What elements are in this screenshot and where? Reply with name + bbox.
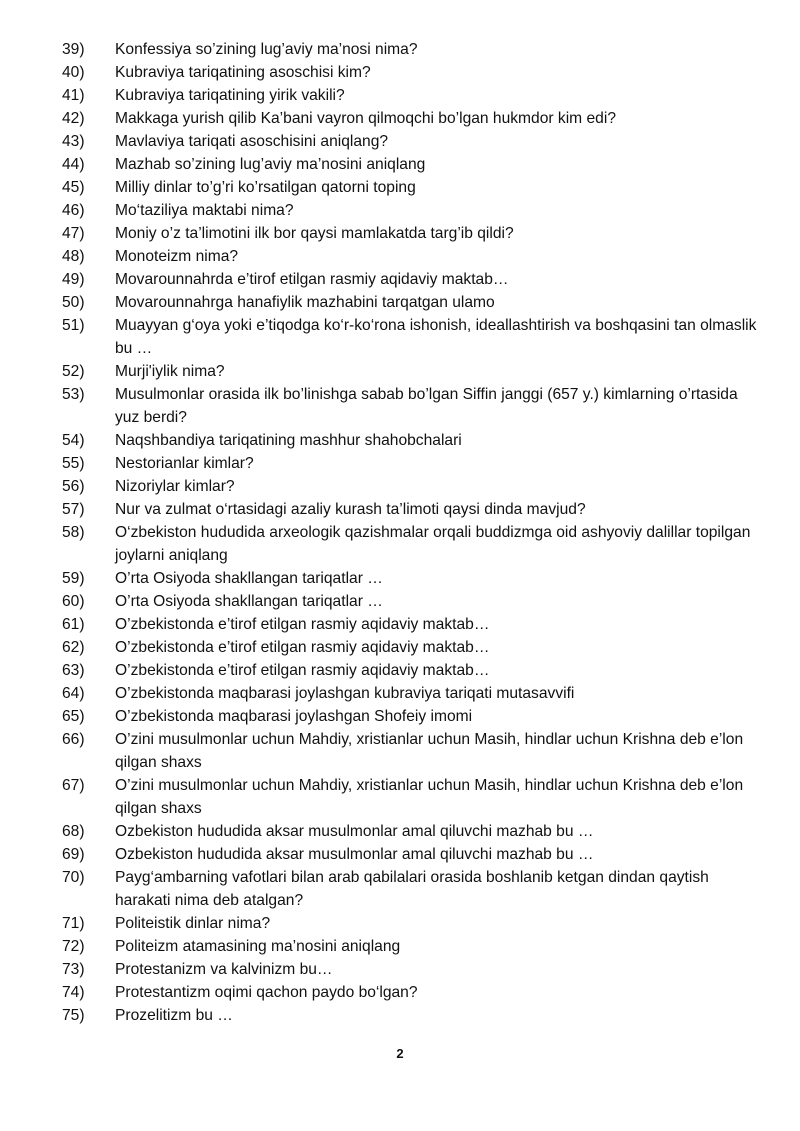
question-number: 47) xyxy=(62,225,85,242)
question-item xyxy=(62,429,762,452)
question-text: Ozbekiston hududida aksar musulmonlar amal qiluvchi mazhab bu … xyxy=(115,823,594,840)
question-item xyxy=(62,199,762,222)
question-number: 68) xyxy=(62,823,85,840)
question-number: 58) xyxy=(62,524,85,541)
question-number: 44) xyxy=(62,156,85,173)
question-number: 75) xyxy=(62,1007,85,1024)
question-text: Konfessiya so’zining lug’aviy ma’nosi nima? xyxy=(115,41,418,58)
question-item xyxy=(62,475,762,498)
question-number: 46) xyxy=(62,202,85,219)
question-text: Milliy dinlar to’g’ri ko’rsatilgan qatorni toping xyxy=(115,179,416,196)
question-number: 55) xyxy=(62,455,85,472)
question-text: O’rta Osiyoda shakllangan tariqatlar … xyxy=(115,570,383,587)
question-text: O’zbekistonda maqbarasi joylashgan Shofeiy imomi xyxy=(115,708,473,725)
question-text: O’zini musulmonlar uchun Mahdiy, xristianlar uchun Masih, hindlar uchun Krishna deb e’lon qilgan shaxs xyxy=(115,777,744,817)
question-item xyxy=(62,521,762,567)
question-list xyxy=(62,38,762,1027)
question-text: Muayyan g‘oya yoki e’tiqodga ko‘r-ko‘rona ishonish, ideallashtirish va boshqasini tan olmaslik bu … xyxy=(115,317,757,357)
question-item xyxy=(62,452,762,475)
question-text: Makkaga yurish qilib Ka’bani vayron qilmoqchi bo’lgan hukmdor kim edi? xyxy=(115,110,616,127)
question-number: 53) xyxy=(62,386,85,403)
question-number: 70) xyxy=(62,869,85,886)
question-number: 54) xyxy=(62,432,85,449)
question-text: Monoteizm nima? xyxy=(115,248,239,265)
question-item xyxy=(62,636,762,659)
question-text: O’zbekistonda e’tirof etilgan rasmiy aqidaviy maktab… xyxy=(115,616,490,633)
question-text: Musulmonlar orasida ilk bo’linishga sabab bo’lgan Siffin janggi (657 y.) kimlarning o’rtasida yuz berdi? xyxy=(115,386,738,426)
question-item xyxy=(62,314,762,360)
question-number: 66) xyxy=(62,731,85,748)
question-item xyxy=(62,268,762,291)
question-text: Ozbekiston hududida aksar musulmonlar amal qiluvchi mazhab bu … xyxy=(115,846,594,863)
question-item xyxy=(62,383,762,429)
question-item xyxy=(62,613,762,636)
page-number: 2 xyxy=(396,1046,404,1061)
question-item xyxy=(62,176,762,199)
question-text: O’zini musulmonlar uchun Mahdiy, xristianlar uchun Masih, hindlar uchun Krishna deb e’lon qilgan shaxs xyxy=(115,731,744,771)
question-text: Nestorianlar kimlar? xyxy=(115,455,254,472)
question-item xyxy=(62,866,762,912)
question-item xyxy=(62,107,762,130)
question-item xyxy=(62,498,762,521)
question-number: 67) xyxy=(62,777,85,794)
question-number: 48) xyxy=(62,248,85,265)
question-item xyxy=(62,705,762,728)
question-item xyxy=(62,958,762,981)
question-item xyxy=(62,360,762,383)
question-number: 57) xyxy=(62,501,85,518)
question-number: 50) xyxy=(62,294,85,311)
question-number: 49) xyxy=(62,271,85,288)
question-number: 52) xyxy=(62,363,85,380)
question-item xyxy=(62,912,762,935)
question-text: Politeistik dinlar nima? xyxy=(115,915,271,932)
question-number: 42) xyxy=(62,110,85,127)
question-number: 63) xyxy=(62,662,85,679)
question-item xyxy=(62,1004,762,1027)
question-number: 74) xyxy=(62,984,85,1001)
question-number: 40) xyxy=(62,64,85,81)
question-text: Kubraviya tariqatining asoschisi kim? xyxy=(115,64,371,81)
question-text: Kubraviya tariqatining yirik vakili? xyxy=(115,87,345,104)
question-text: Mo‘taziliya maktabi nima? xyxy=(115,202,294,219)
question-text: Mavlaviya tariqati asoschisini aniqlang? xyxy=(115,133,389,150)
question-number: 51) xyxy=(62,317,85,334)
question-item xyxy=(62,774,762,820)
question-text: Murji'iylik nima? xyxy=(115,363,225,380)
question-item xyxy=(62,820,762,843)
question-item xyxy=(62,153,762,176)
question-number: 73) xyxy=(62,961,85,978)
question-text: O’zbekistonda e’tirof etilgan rasmiy aqidaviy maktab… xyxy=(115,662,490,679)
question-number: 59) xyxy=(62,570,85,587)
question-text: O’zbekistonda maqbarasi joylashgan kubraviya tariqati mutasavvifi xyxy=(115,685,575,702)
question-number: 62) xyxy=(62,639,85,656)
question-text: Nizoriylar kimlar? xyxy=(115,478,235,495)
question-number: 71) xyxy=(62,915,85,932)
question-text: Politeizm atamasining ma’nosini aniqlang xyxy=(115,938,401,955)
question-text: Protestanizm va kalvinizm bu… xyxy=(115,961,333,978)
question-text: Nur va zulmat o‘rtasidagi azaliy kurash ta’limoti qaysi dinda mavjud? xyxy=(115,501,586,518)
question-item xyxy=(62,659,762,682)
question-text: Protestantizm oqimi qachon paydo bo‘lgan? xyxy=(115,984,418,1001)
question-item xyxy=(62,61,762,84)
question-number: 45) xyxy=(62,179,85,196)
question-text: Payg‘ambarning vafotlari bilan arab qabilalari orasida boshlanib ketgan dindan qaytish harakati nima deb atalgan? xyxy=(115,869,709,909)
question-item xyxy=(62,567,762,590)
question-text: Movarounnahrda e’tirof etilgan rasmiy aqidaviy maktab… xyxy=(115,271,509,288)
question-number: 65) xyxy=(62,708,85,725)
question-item xyxy=(62,843,762,866)
question-item xyxy=(62,130,762,153)
question-item xyxy=(62,222,762,245)
question-item xyxy=(62,935,762,958)
question-text: Mazhab so’zining lug’aviy ma’nosini aniqlang xyxy=(115,156,426,173)
question-number: 39) xyxy=(62,41,85,58)
question-item xyxy=(62,728,762,774)
question-text: Moniy o’z ta’limotini ilk bor qaysi mamlakatda targ’ib qildi? xyxy=(115,225,514,242)
question-item xyxy=(62,38,762,61)
question-number: 72) xyxy=(62,938,85,955)
question-number: 64) xyxy=(62,685,85,702)
question-item xyxy=(62,590,762,613)
question-number: 69) xyxy=(62,846,85,863)
question-text: Prozelitizm bu … xyxy=(115,1007,233,1024)
question-text: O’zbekistonda e’tirof etilgan rasmiy aqidaviy maktab… xyxy=(115,639,490,656)
question-number: 43) xyxy=(62,133,85,150)
question-number: 41) xyxy=(62,87,85,104)
question-item xyxy=(62,245,762,268)
question-text: O‘zbekiston hududida arxeologik qazishmalar orqali buddizmga oid ashyoviy dalillar topilgan joylarni aniqlang xyxy=(115,524,751,564)
question-number: 61) xyxy=(62,616,85,633)
question-item xyxy=(62,682,762,705)
question-item xyxy=(62,981,762,1004)
question-item xyxy=(62,84,762,107)
question-number: 56) xyxy=(62,478,85,495)
question-text: Movarounnahrga hanafiylik mazhabini tarqatgan ulamo xyxy=(115,294,495,311)
question-item xyxy=(62,291,762,314)
question-text: Naqshbandiya tariqatining mashhur shahobchalari xyxy=(115,432,462,449)
question-number: 60) xyxy=(62,593,85,610)
question-text: O’rta Osiyoda shakllangan tariqatlar … xyxy=(115,593,383,610)
